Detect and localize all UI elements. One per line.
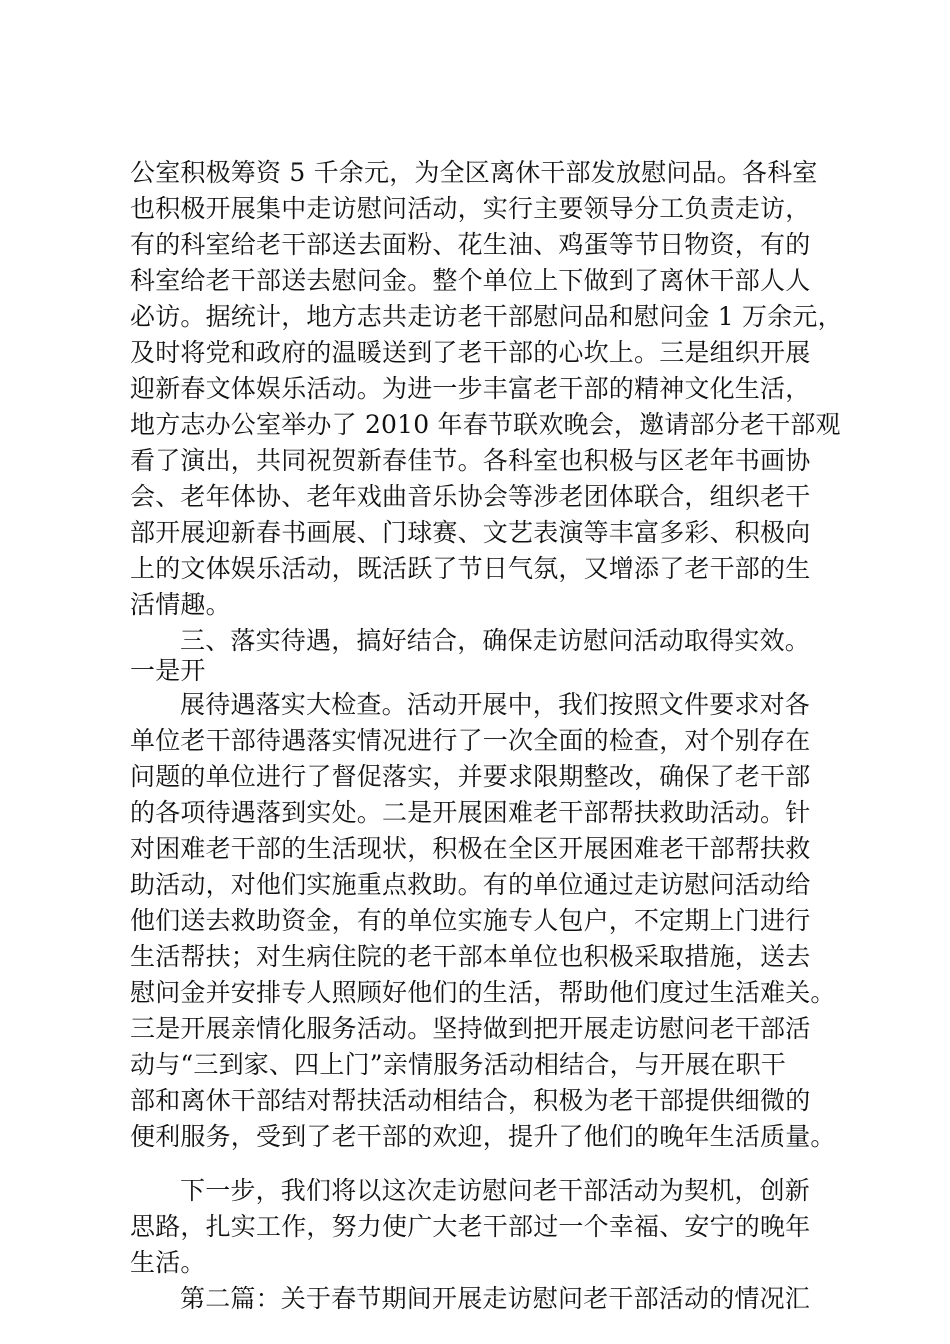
paragraph-line: 必访。据统计，地方志共走访老干部慰问品和慰问金 1 万余元， [130,302,843,331]
paragraph-line: 会、老年体协、老年戏曲音乐协会等涉老团体联合，组织老干 [130,482,811,511]
paragraph-line: 便利服务，受到了老干部的欢迎，提升了他们的晚年生活质量。 [130,1122,836,1151]
next-article-title: 第二篇：关于春节期间开展走访慰问老干部活动的情况汇 [180,1284,811,1313]
paragraph-line: 对困难老干部的生活现状，积极在全区开展困难老干部帮扶救 [130,834,811,863]
paragraph-line: 展待遇落实大检查。活动开展中，我们按照文件要求对各 [180,690,811,719]
paragraph-line: 部开展迎新春书画展、门球赛、文艺表演等丰富多彩、积极向 [130,518,811,547]
paragraph-line: 上的文体娱乐活动，既活跃了节日气氛，又增添了老干部的生 [130,554,811,583]
paragraph-line: 他们送去救助资金，有的单位实施专人包户，不定期上门进行 [130,906,811,935]
paragraph-line: 也积极开展集中走访慰问活动，实行主要领导分工负责走访， [130,194,811,223]
section-heading: 三、落实待遇，搞好结合，确保走访慰问活动取得实效。 [180,626,811,655]
paragraph-line: 公室积极筹资 5 千余元，为全区离休干部发放慰问品。各科室 [130,158,818,187]
paragraph-line: 思路，扎实工作，努力使广大老干部过一个幸福、安宁的晚年 [130,1212,811,1241]
paragraph-line: 地方志办公室举办了 2010 年春节联欢晚会，邀请部分老干部观 [130,410,841,439]
paragraph-line: 一是开 [130,656,206,685]
paragraph-line: 看了演出，共同祝贺新春佳节。各科室也积极与区老年书画协 [130,446,811,475]
paragraph-line: 问题的单位进行了督促落实，并要求限期整改，确保了老干部 [130,762,811,791]
paragraph-line: 部和离休干部结对帮扶活动相结合，积极为老干部提供细微的 [130,1086,811,1115]
paragraph-line: 慰问金并安排专人照顾好他们的生活，帮助他们度过生活难关。 [130,978,836,1007]
paragraph-line: 迎新春文体娱乐活动。为进一步丰富老干部的精神文化生活， [130,374,811,403]
paragraph-line: 生活帮扶；对生病住院的老干部本单位也积极采取措施，送去 [130,942,811,971]
paragraph-line: 的各项待遇落到实处。二是开展困难老干部帮扶救助活动。针 [130,798,811,827]
paragraph-line: 单位老干部待遇落实情况进行了一次全面的检查，对个别存在 [130,726,811,755]
paragraph-line: 助活动，对他们实施重点救助。有的单位通过走访慰问活动给 [130,870,811,899]
paragraph-line: 动与“三到家、四上门”亲情服务活动相结合，与开展在职干 [130,1050,786,1079]
paragraph-line: 三是开展亲情化服务活动。坚持做到把开展走访慰问老干部活 [130,1014,811,1043]
paragraph-line: 下一步，我们将以这次走访慰问老干部活动为契机，创新 [180,1176,811,1205]
paragraph-line: 及时将党和政府的温暖送到了老干部的心坎上。三是组织开展 [130,338,811,367]
paragraph-line: 活情趣。 [130,590,231,619]
paragraph-line: 生活。 [130,1248,206,1277]
paragraph-line: 有的科室给老干部送去面粉、花生油、鸡蛋等节日物资，有的 [130,230,811,259]
paragraph-line: 科室给老干部送去慰问金。整个单位上下做到了离休干部人人 [130,266,811,295]
